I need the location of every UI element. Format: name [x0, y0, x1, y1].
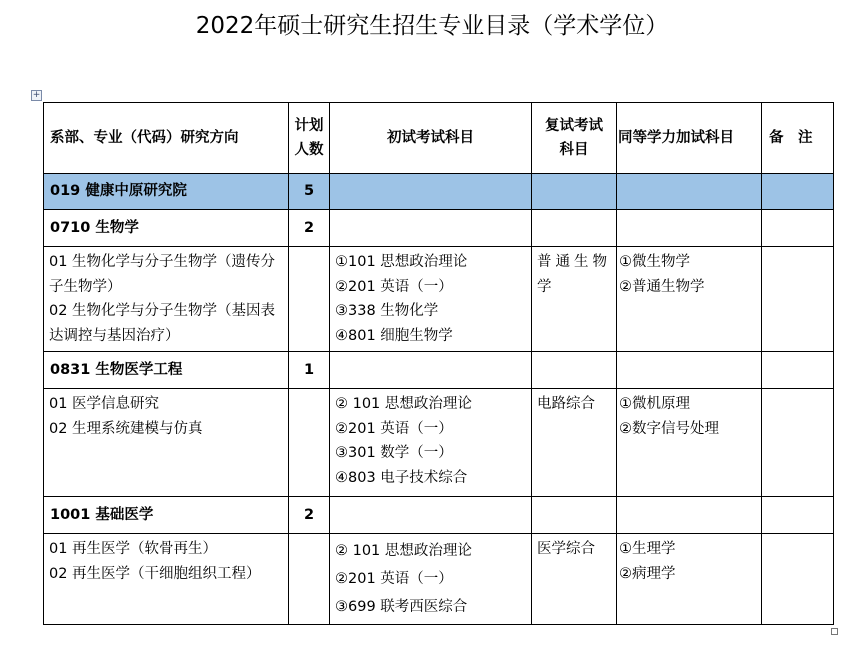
- header-retest-line2: 科目: [559, 142, 589, 158]
- direction-item: 01 医学信息研究: [49, 396, 160, 412]
- header-plan-line2: 人数: [294, 142, 324, 158]
- research-directions: [44, 247, 289, 352]
- equiv-item: ①微生物学: [619, 254, 690, 270]
- subject-item: ③699 联考西医综合: [335, 599, 468, 615]
- major-name: 0831 生物医学工程: [44, 352, 289, 389]
- header-plan-line1: 计划: [294, 117, 324, 134]
- empty-cell: [330, 174, 532, 210]
- subject-item: ② 101 思想政治理论: [335, 396, 472, 412]
- institute-name: 019 健康中原研究院: [44, 174, 289, 210]
- subject-item: ①101 思想政治理论: [335, 254, 468, 270]
- header-row: [44, 103, 834, 174]
- major-row: [44, 497, 834, 534]
- equiv-item: ②数字信号处理: [619, 420, 719, 437]
- empty-cell: [289, 534, 330, 625]
- subject-item: ②201 英语（一）: [335, 278, 453, 295]
- header-dept: 系部、专业（代码）研究方向: [44, 103, 289, 174]
- major-count: 2: [289, 497, 330, 534]
- empty-cell: [330, 210, 532, 247]
- institute-count: 5: [289, 174, 330, 210]
- remarks-cell: [762, 534, 834, 625]
- retest-subject: 普通生物学: [532, 247, 617, 352]
- major-name: 1001 基础医学: [44, 497, 289, 534]
- equiv-item: ①微机原理: [619, 396, 690, 412]
- initial-subjects: [330, 389, 532, 497]
- subject-item: ② 101 思想政治理论: [335, 543, 472, 559]
- major-name: 0710 生物学: [44, 210, 289, 247]
- subject-item: ②201 英语（一）: [335, 571, 453, 587]
- header-plan: [289, 103, 330, 174]
- equiv-item: ①生理学: [619, 541, 676, 557]
- initial-subjects: [330, 534, 532, 625]
- header-equiv: 同等学力加试科目: [617, 103, 762, 174]
- subject-item: ③338 生物化学: [335, 303, 439, 319]
- major-row: [44, 352, 834, 389]
- empty-cell: [532, 210, 617, 247]
- direction-item: 02 生物化学与分子生物学（基因表达调控与基因治疗）: [49, 303, 276, 344]
- subject-item: ④801 细胞生物学: [335, 327, 453, 344]
- research-directions: [44, 389, 289, 497]
- empty-cell: [532, 497, 617, 534]
- remarks-cell: [762, 389, 834, 497]
- major-detail-row: [44, 534, 834, 625]
- subject-item: ③301 数学（一）: [335, 445, 453, 461]
- header-remarks: 备 注: [762, 103, 834, 174]
- table-move-handle-icon[interactable]: +: [32, 90, 41, 100]
- empty-cell: [617, 210, 762, 247]
- direction-item: 01 生物化学与分子生物学（遗传分子生物学）: [49, 254, 276, 295]
- empty-cell: [532, 352, 617, 389]
- retest-subject: 医学综合: [532, 534, 617, 625]
- header-initial: 初试考试科目: [330, 103, 532, 174]
- empty-cell: [762, 174, 834, 210]
- subject-item: ②201 英语（一）: [335, 420, 453, 437]
- major-count: 2: [289, 210, 330, 247]
- retest-subject: 电路综合: [532, 389, 617, 497]
- major-detail-row: [44, 389, 834, 497]
- page-title: 2022年硕士研究生招生专业目录（学术学位）: [195, 13, 669, 39]
- equiv-subjects: [617, 534, 762, 625]
- direction-item: 01 再生医学（软骨再生）: [49, 541, 218, 557]
- major-count: 1: [289, 352, 330, 389]
- empty-cell: [762, 497, 834, 534]
- empty-cell: [330, 352, 532, 389]
- admissions-catalog-table: [43, 102, 834, 625]
- equiv-item: ②普通生物学: [619, 278, 705, 295]
- major-detail-row: [44, 247, 834, 352]
- subject-item: ④803 电子技术综合: [335, 469, 468, 486]
- empty-cell: [617, 174, 762, 210]
- initial-subjects: [330, 247, 532, 352]
- equiv-item: ②病理学: [619, 565, 676, 582]
- major-row: [44, 210, 834, 247]
- header-retest: [532, 103, 617, 174]
- header-retest-line1: 复试考试: [545, 117, 603, 134]
- empty-cell: [330, 497, 532, 534]
- table-resize-handle-icon[interactable]: [831, 628, 838, 635]
- empty-cell: [617, 497, 762, 534]
- empty-cell: [762, 352, 834, 389]
- research-directions: [44, 534, 289, 625]
- remarks-cell: [762, 247, 834, 352]
- equiv-subjects: [617, 389, 762, 497]
- direction-item: 02 生理系统建模与仿真: [49, 420, 203, 437]
- direction-item: 02 再生医学（干细胞组织工程）: [49, 565, 261, 582]
- empty-cell: [289, 389, 330, 497]
- empty-cell: [617, 352, 762, 389]
- equiv-subjects: [617, 247, 762, 352]
- empty-cell: [762, 210, 834, 247]
- empty-cell: [532, 174, 617, 210]
- empty-cell: [289, 247, 330, 352]
- institute-row: [44, 174, 834, 210]
